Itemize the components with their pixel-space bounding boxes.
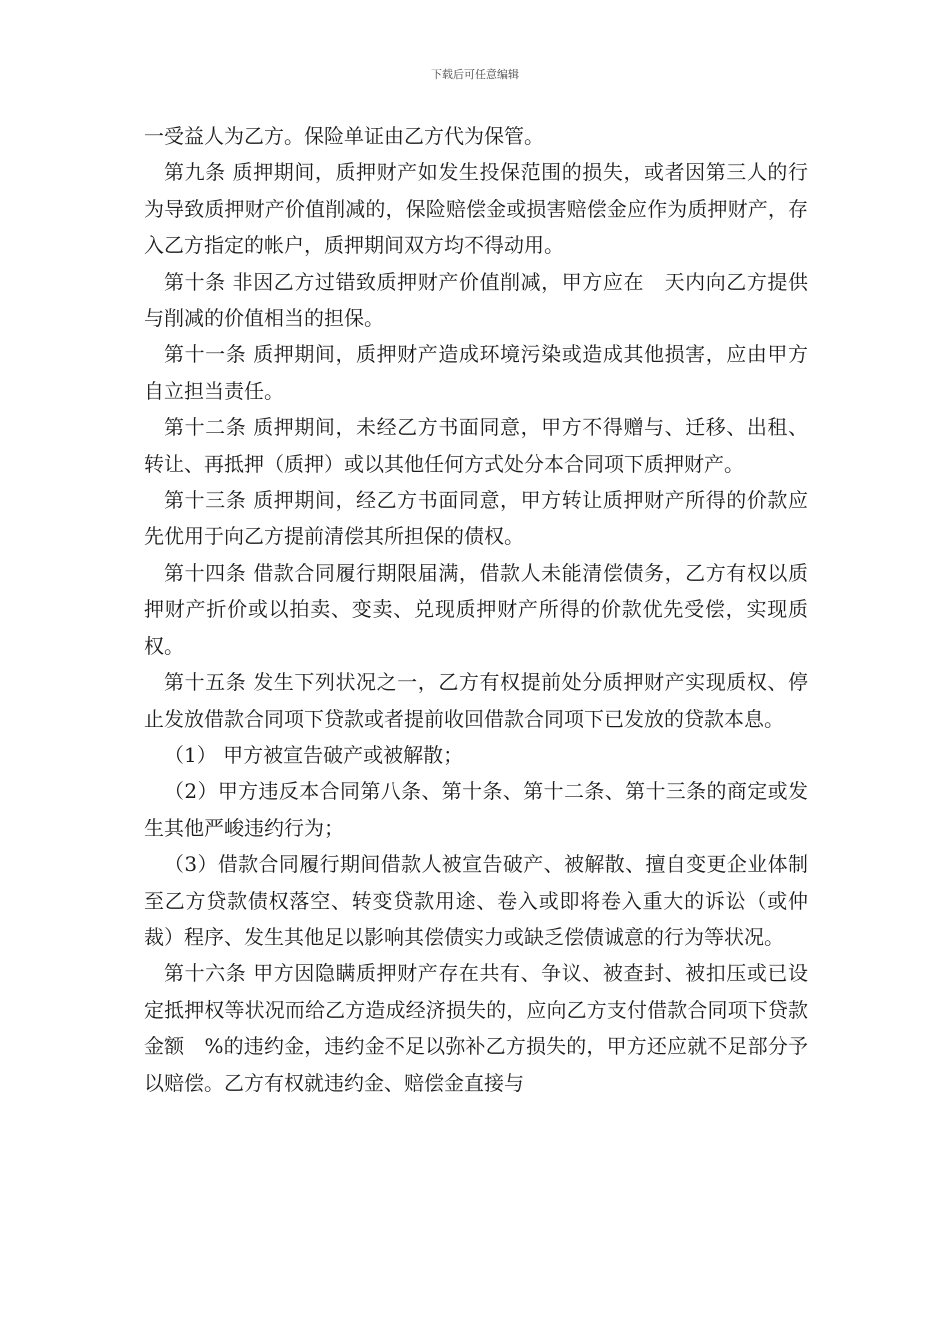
article-14: 第十四条 借款合同履行期限届满，借款人未能清偿债务，乙方有权以质押财产折价或以拍卖、变卖、兑现质押财产所得的价款优先受偿，实现质权。 — [144, 560, 808, 658]
article-15-item-2: （2）甲方违反本合同第八条、第十条、第十二条、第十三条的商定或发生其他严峻违约行为； — [144, 779, 808, 840]
article-12: 第十二条 质押期间，未经乙方书面同意，甲方不得赠与、迁移、出租、转让、再抵押（质押）或以其他任何方式处分本合同项下质押财产。 — [144, 415, 808, 476]
article-10: 第十条 非因乙方过错致质押财产价值削减，甲方应在 天内向乙方提供与削减的价值相当的担保。 — [144, 269, 808, 331]
article-16: 第十六条 甲方因隐瞒质押财产存在共有、争议、被查封、被扣压或已设定抵押权等状况而给乙方造成经济损失的，应向乙方支付借款合同项下贷款金额 %的违约金，违约金不足以弥补乙方损失的，甲方还应就不足部分予以赔偿。乙方有权就违约金、赔偿金直接与 — [144, 961, 808, 1095]
article-9: 第九条 质押期间，质押财产如发生投保范围的损失，或者因第三人的行为导致质押财产价值削减的，保险赔偿金或损害赔偿金应作为质押财产，存入乙方指定的帐户，质押期间双方均不得动用。 — [144, 160, 808, 258]
article-15-item-3: （3）借款合同履行期间借款人被宣告破产、被解散、擅自变更企业体制至乙方贷款债权落空、转变贷款用途、卷入或即将卷入重大的诉讼（或仲裁）程序、发生其他足以影响其偿债实力或缺乏偿债诚意的行为等状况。 — [144, 852, 808, 949]
article-13: 第十三条 质押期间，经乙方书面同意，甲方转让质押财产所得的价款应先优用于向乙方提前清偿其所担保的债权。 — [144, 488, 808, 549]
article-15-item-1: （1） 甲方被宣告破产或被解散； — [164, 742, 464, 767]
paragraph: 一受益人为乙方。保险单证由乙方代为保管。 — [144, 124, 544, 148]
article-11: 第十一条 质押期间，质押财产造成环境污染或造成其他损害，应由甲方自立担当责任。 — [144, 342, 808, 403]
page-header: 下载后可任意编辑 — [431, 68, 519, 81]
article-15: 第十五条 发生下列状况之一，乙方有权提前处分质押财产实现质权、停止发放借款合同项下贷款或者提前收回借款合同项下已发放的贷款本息。 — [144, 670, 808, 731]
contract-body — [144, 118, 808, 1101]
